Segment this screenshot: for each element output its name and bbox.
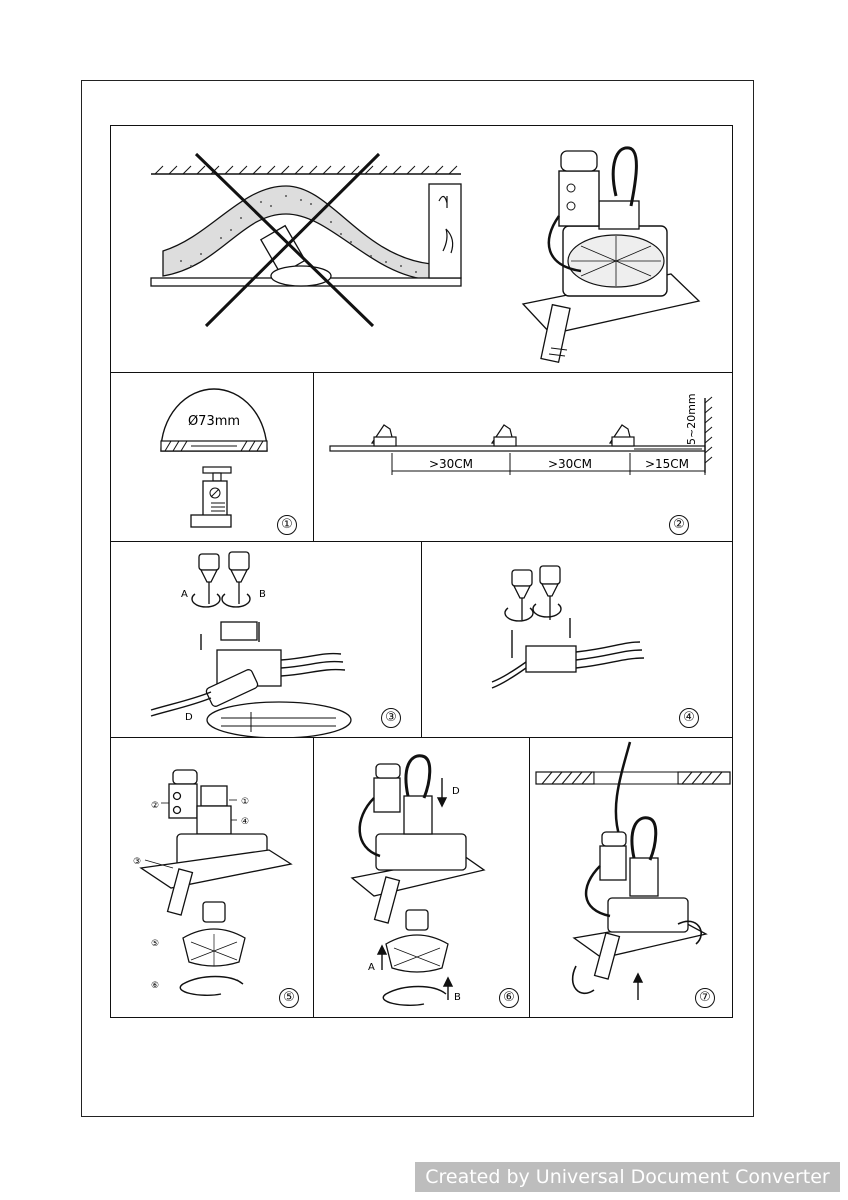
step-number-1: ① bbox=[277, 515, 297, 535]
step-number-7: ⑦ bbox=[695, 988, 715, 1008]
step-number-5: ⑤ bbox=[279, 988, 299, 1008]
panel-mount-ceiling bbox=[529, 737, 733, 1018]
panel-cutout-diameter bbox=[110, 372, 315, 543]
label-b: B bbox=[259, 589, 266, 600]
label-d: D bbox=[452, 786, 460, 797]
callout-1: ① bbox=[241, 797, 250, 807]
gap-label: 5~20mm bbox=[685, 393, 698, 445]
callout-4: ④ bbox=[241, 817, 250, 827]
watermark: Created by Universal Document Converter bbox=[415, 1162, 840, 1192]
label-b: B bbox=[454, 992, 461, 1003]
callout-5: ⑤ bbox=[151, 939, 160, 949]
panel-parts bbox=[110, 737, 315, 1018]
spacing-illustration bbox=[314, 373, 733, 543]
callout-6: ⑥ bbox=[151, 981, 160, 991]
label-a: A bbox=[368, 962, 375, 973]
panel-insert-lamp bbox=[313, 737, 531, 1018]
insert-lamp-illustration bbox=[314, 738, 531, 1018]
parts-illustration bbox=[111, 738, 315, 1018]
panel-spacing bbox=[313, 372, 733, 543]
step-number-2: ② bbox=[669, 515, 689, 535]
step-number-6: ⑥ bbox=[499, 988, 519, 1008]
cutout-diameter-label: Ø73mm bbox=[187, 414, 241, 429]
panel-terminal-tighten bbox=[421, 541, 733, 739]
spacing-label-2: >30CM bbox=[547, 457, 593, 471]
mount-ceiling-illustration bbox=[530, 738, 733, 1018]
spacing-label-3: >15CM bbox=[644, 457, 690, 471]
step-number-4: ④ bbox=[679, 708, 699, 728]
wiring-illustration bbox=[111, 542, 423, 739]
spacing-label-1: >30CM bbox=[428, 457, 474, 471]
callout-2: ② bbox=[151, 801, 160, 811]
panel-wiring bbox=[110, 541, 423, 739]
label-a: A bbox=[181, 589, 188, 600]
panel-warning-insulation bbox=[110, 125, 733, 374]
callout-3: ③ bbox=[133, 857, 142, 867]
insulation-warning-illustration bbox=[111, 126, 733, 374]
step-number-3: ③ bbox=[381, 708, 401, 728]
label-d: D bbox=[185, 712, 193, 723]
